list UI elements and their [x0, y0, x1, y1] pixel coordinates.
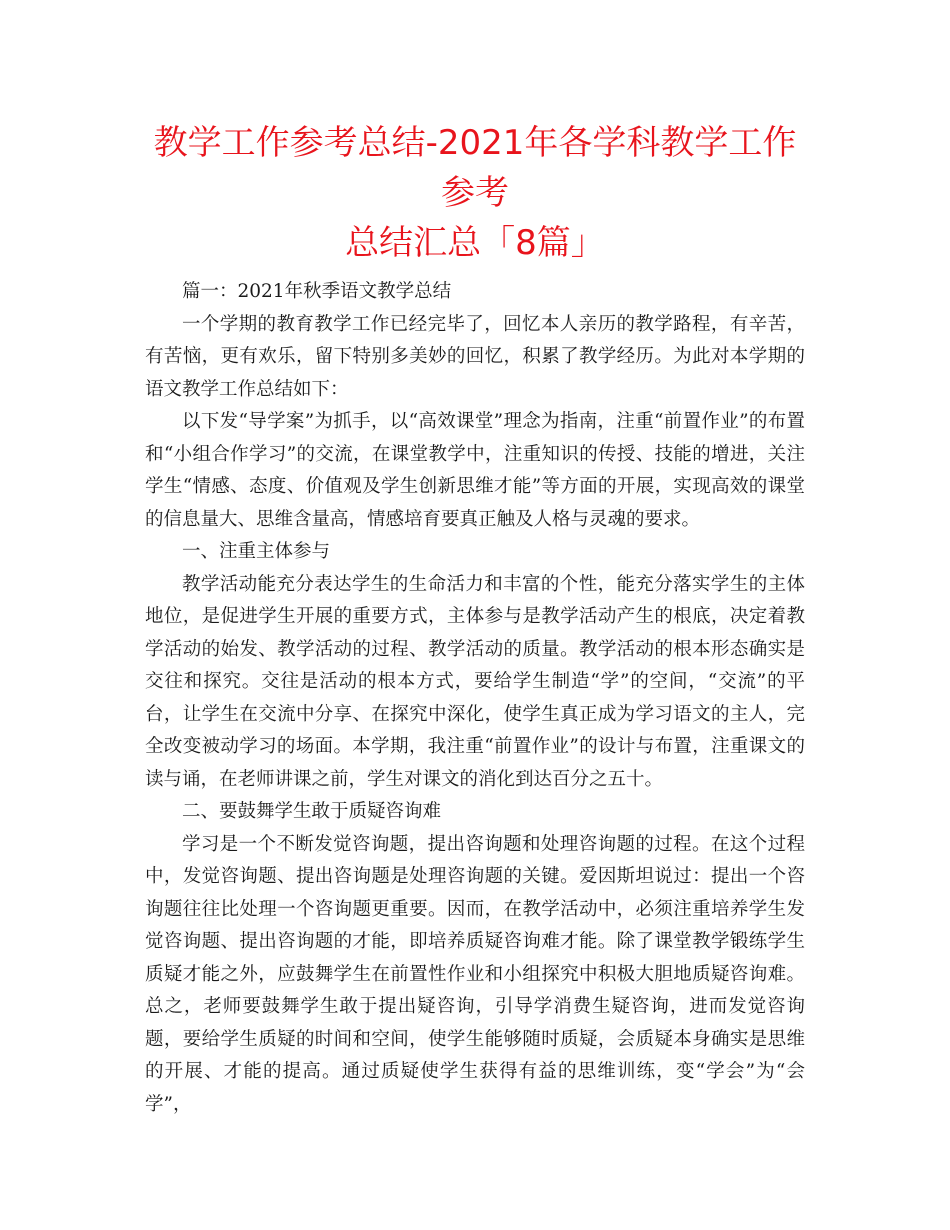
- section-heading: 一、注重主体参与: [182, 541, 331, 562]
- document-body: [145, 276, 805, 1121]
- title-line-2: 总结汇总「8篇」: [345, 223, 605, 263]
- paragraph: 学习是一个不断发觉咨询题，提出咨询题和处理咨询题的过程。在这个过程中，发觉咨询题、提出咨询题是处理咨询题的关键。爱因斯坦说过：提出一个咨询题往往比处理一个咨询题更重要。因而，在教学活动中，必须注重培养学生发觉咨询题、提出咨询题的才能，即培养质疑咨询难才能。除了课堂教学锻练学生质疑才能之外，应鼓舞学生在前置性作业和小组探究中积极大胆地质疑咨询难。总之，老师要鼓舞学生敢于提出疑咨询，引导学消费生疑咨询，进而发觉咨询题，要给学生质疑的时间和空间，使学生能够随时质疑，会质疑本身确实是思维的开展、才能的提高。通过质疑使学生获得有益的思维训练，变“学会”为“会学”，: [145, 833, 805, 1115]
- paragraph: 教学活动能充分表达学生的生命活力和丰富的个性，能充分落实学生的主体地位，是促进学生开展的重要方式，主体参与是教学活动产生的根底，决定着教学活动的始发、教学活动的过程、教学活动的质量。教学活动的根本形态确实是交往和探究。交往是活动的根本方式，要给学生制造“学”的空间，“交流”的平台，让学生在交流中分享、在探究中深化，使学生真正成为学习语文的主人，完全改变被动学习的场面。本学期，我注重“前置作业”的设计与布置，注重课文的读与诵，在老师讲课之前，学生对课文的消化到达百分之五十。: [145, 573, 805, 790]
- document-title: [145, 118, 805, 268]
- paragraph: 以下发“导学案”为抓手，以“高效课堂”理念为指南，注重“前置作业”的布置和“小组合作学习”的交流，在课堂教学中，注重知识的传授、技能的增进，关注学生“情感、态度、价值观及学生创新思维才能”等方面的开展，实现高效的课堂的信息量大、思维含量高，情感培育要真正触及人格与灵魂的要求。: [145, 411, 805, 530]
- section-heading: 二、要鼓舞学生敢于质疑咨询难: [182, 801, 442, 822]
- paragraph: 一个学期的教育教学工作已经完毕了，回忆本人亲历的教学路程，有辛苦，有苦恼，更有欢乐，留下特别多美妙的回忆，积累了教学经历。为此对本学期的语文教学工作总结如下：: [145, 313, 805, 400]
- section-label: 篇一：2021年秋季语文教学总结: [182, 281, 452, 302]
- title-line-1: 教学工作参考总结-2021年各学科教学工作参考: [153, 123, 797, 213]
